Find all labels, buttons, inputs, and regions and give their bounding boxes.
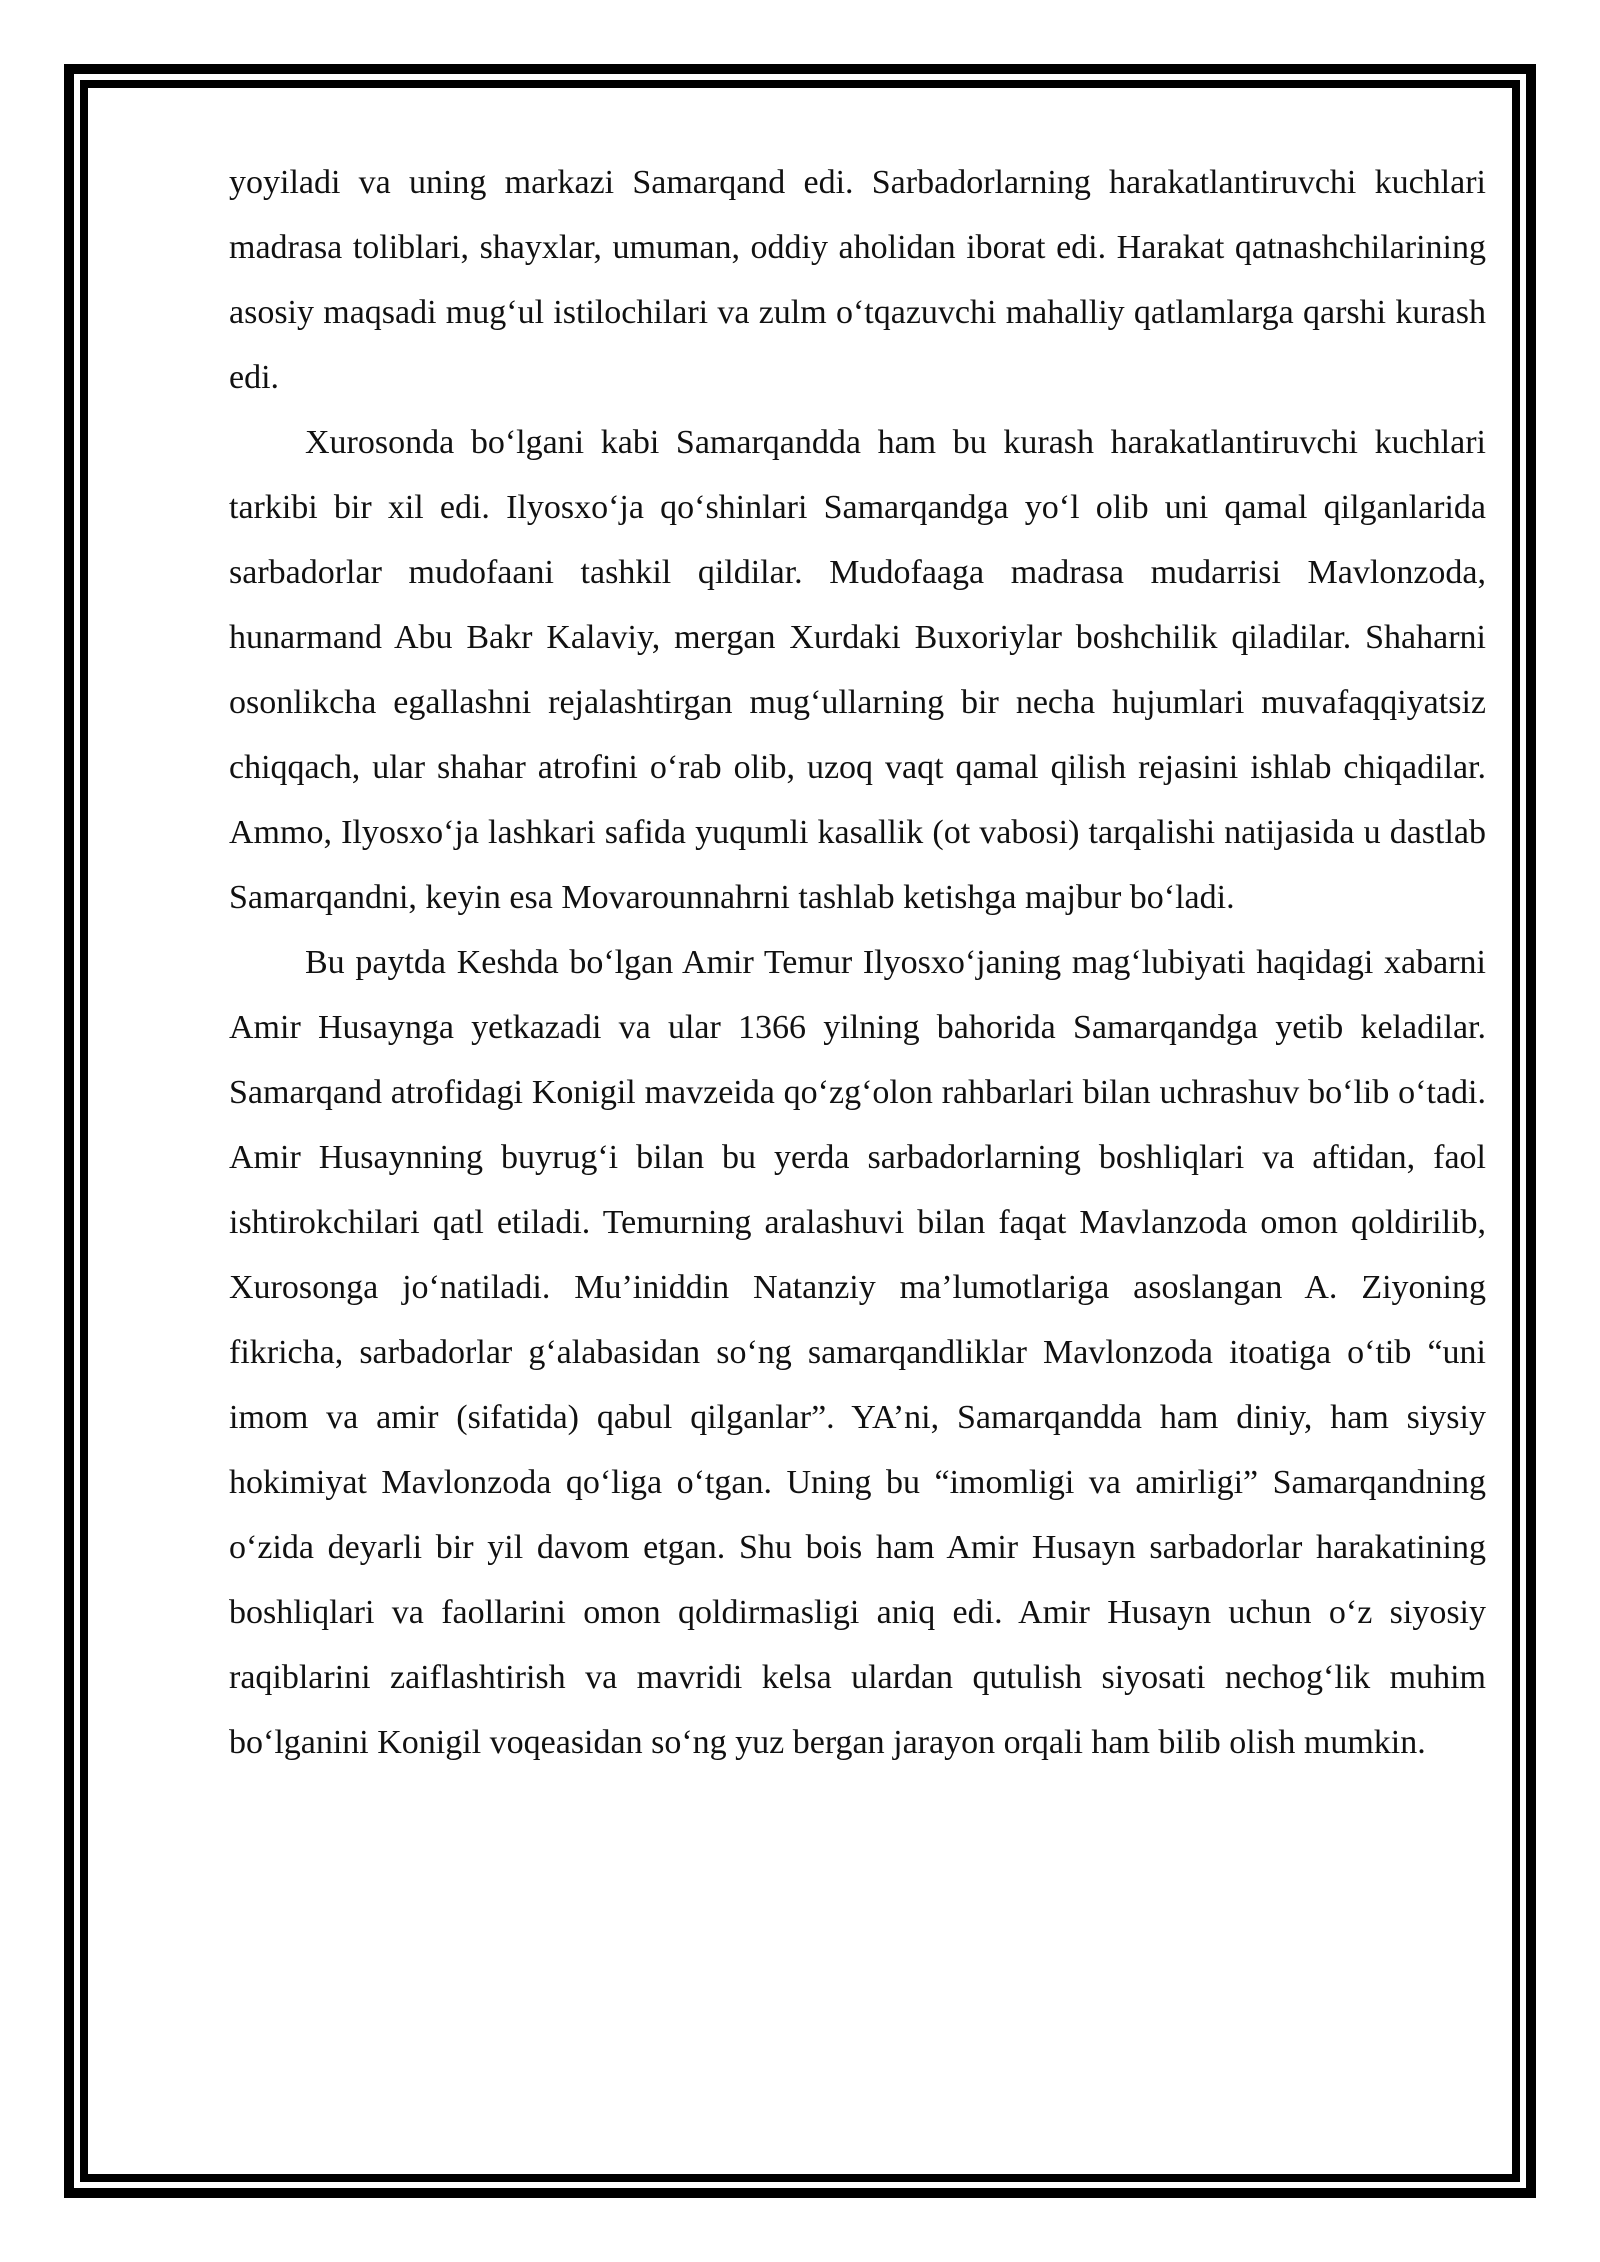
- document-body: [229, 150, 1486, 1775]
- paragraph-3: Bu paytda Keshda bo‘lgan Amir Temur Ilyosxo‘janing mag‘lubiyati haqidagi xabarni Amir Husaynga yetkazadi va ular 1366 yilning bahorida Samarqandga yetib keladilar. Samarqand atrofidagi Konigil mavzeida qo‘zg‘olon rahbarlari bilan uchrashuv bo‘lib o‘tadi. Amir Husaynning buyrug‘i bilan bu yerda sarbadorlarning boshliqlari va aftidan, faol ishtirokchilari qatl etiladi. Temurning aralashuvi bilan faqat Mavlanzoda omon qoldirilib, Xurosonga jo‘natiladi. Mu’iniddin Natanziy ma’lumotlariga asoslangan A. Ziyoning fikricha, sarbadorlar g‘alabasidan so‘ng samarqandliklar Mavlonzoda itoatiga o‘tib “uni imom va amir (sifatida) qabul qilganlar”. YA’ni, Samarqandda ham diniy, ham siysiy hokimiyat Mavlonzoda qo‘liga o‘tgan. Uning bu “imomligi va amirligi” Samarqandning o‘zida deyarli bir yil davom etgan. Shu bois ham Amir Husayn sarbadorlar harakatining boshliqlari va faollarini omon qoldirmasligi aniq edi. Amir Husayn uchun o‘z siyosiy raqiblarini zaiflashtirish va mavridi kelsa ulardan qutulish siyosati nechog‘lik muhim bo‘lganini Konigil voqeasidan so‘ng yuz bergan jarayon orqali ham bilib olish mumkin.: [229, 944, 1486, 1761]
- paragraph-1: yoyiladi va uning markazi Samarqand edi. Sarbadorlarning harakatlantiruvchi kuchlari madrasa toliblari, shayxlar, umuman, oddiy aholidan iborat edi. Harakat qatnashchilarining asosiy maqsadi mug‘ul istilochilari va zulm o‘tqazuvchi mahalliy qatlamlarga qarshi kurash edi.: [229, 164, 1486, 396]
- paragraph-2: Xurosonda bo‘lgani kabi Samarqandda ham bu kurash harakatlantiruvchi kuchlari tarkibi bir xil edi. Ilyosxo‘ja qo‘shinlari Samarqandga yo‘l olib uni qamal qilganlarida sarbadorlar mudofaani tashkil qildilar. Mudofaaga madrasa mudarrisi Mavlonzoda, hunarmand Abu Bakr Kalaviy, mergan Xurdaki Buxoriylar boshchilik qiladilar. Shaharni osonlikcha egallashni rejalashtirgan mug‘ullarning bir necha hujumlari muvafaqqiyatsiz chiqqach, ular shahar atrofini o‘rab olib, uzoq vaqt qamal qilish rejasini ishlab chiqadilar. Ammo, Ilyosxo‘ja lashkari safida yuqumli kasallik (ot vabosi) tarqalishi natijasida u dastlab Samarqandni, keyin esa Movarounnahrni tashlab ketishga majbur bo‘ladi.: [229, 424, 1486, 916]
